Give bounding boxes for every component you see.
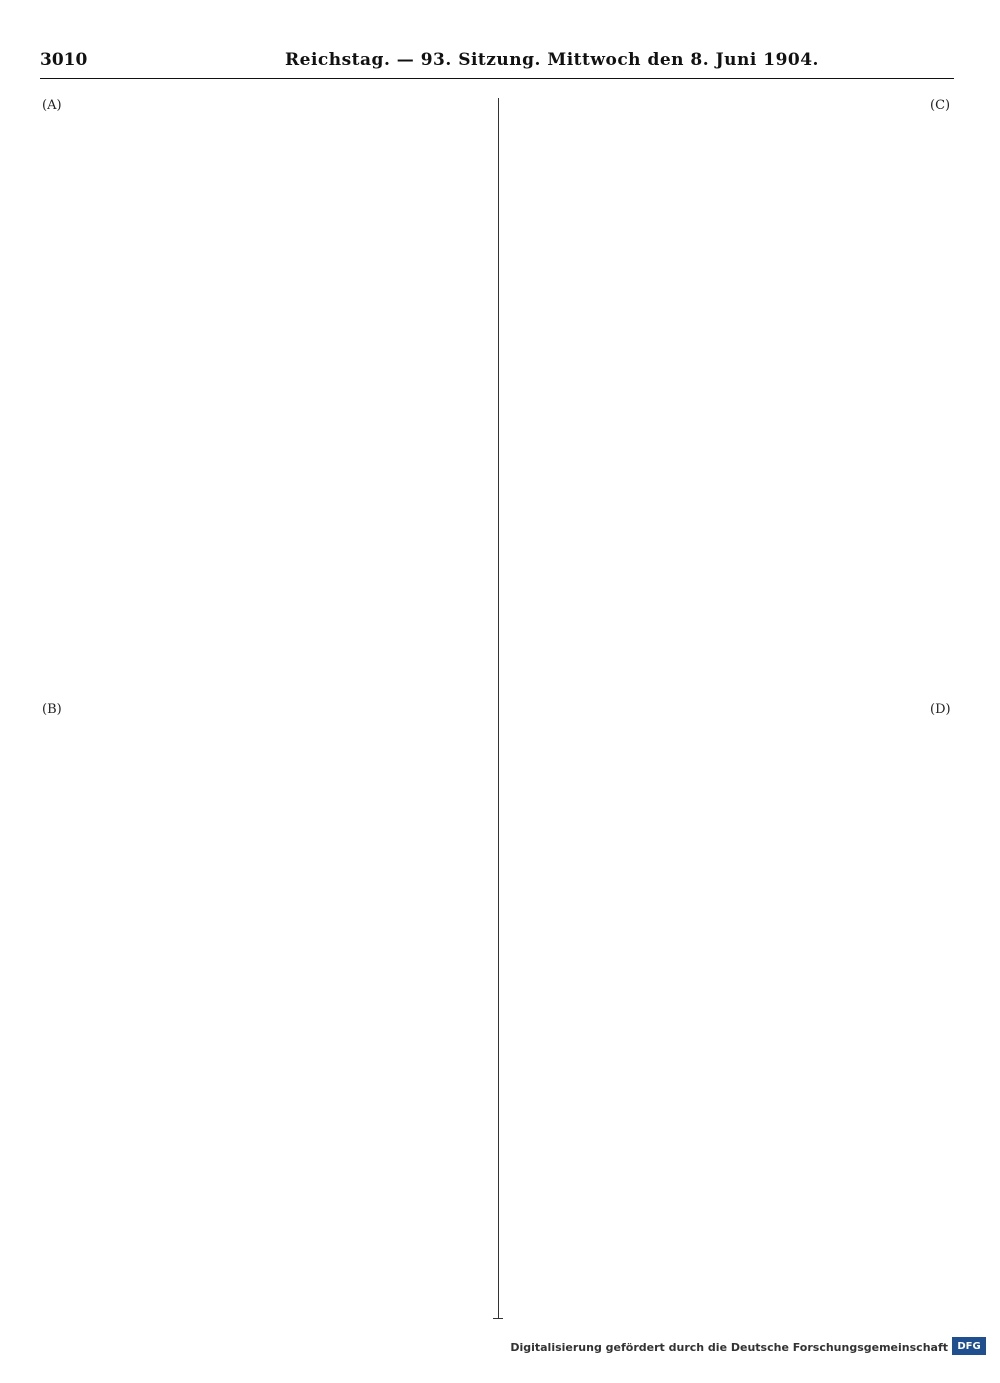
left-column-line-23	[80, 468, 490, 485]
right-column-line-50	[509, 924, 921, 941]
right-column-line-21	[509, 434, 921, 451]
left-column-line-22	[80, 451, 490, 468]
right-column-line-29	[509, 569, 921, 586]
right-column-line-19	[509, 400, 921, 417]
right-column-line-48	[509, 890, 921, 907]
left-column-line-24	[80, 484, 490, 501]
right-column-line-35	[509, 670, 921, 687]
left-column-line-62	[80, 1126, 490, 1143]
left-column-line-64	[80, 1160, 490, 1177]
right-column-line-66	[509, 1194, 921, 1211]
right-column-line-49	[509, 907, 921, 924]
page-number: 3010	[40, 50, 88, 70]
right-column-line-13	[509, 299, 921, 316]
left-column-line-40	[80, 755, 490, 772]
left-column-line-70	[80, 1261, 490, 1278]
right-column-line-44	[509, 822, 921, 839]
left-column-line-31	[80, 603, 490, 620]
left-column-line-4	[80, 147, 490, 164]
right-column-line-54	[509, 991, 921, 1008]
right-column-line-33	[509, 637, 921, 654]
right-column-line-14	[509, 316, 921, 333]
left-column-line-60	[80, 1093, 490, 1110]
left-column-line-15	[80, 332, 490, 349]
left-column-line-50	[80, 924, 490, 941]
dfg-logo	[952, 1337, 986, 1355]
left-column-line-27	[80, 535, 490, 552]
right-column-line-6	[509, 180, 921, 197]
right-column-line-67	[509, 1211, 921, 1228]
right-column-line-59	[509, 1076, 921, 1093]
right-column-line-18	[509, 383, 921, 400]
right-column-line-64	[509, 1160, 921, 1177]
right-column-line-39	[509, 738, 921, 755]
right-column-line-68	[509, 1228, 921, 1245]
left-column-line-32	[80, 620, 490, 637]
left-column-line-35	[80, 670, 490, 687]
right-column-line-53	[509, 974, 921, 991]
right-column-line-51	[509, 941, 921, 958]
right-column-line-55	[509, 1008, 921, 1025]
right-column-line-58	[509, 1059, 921, 1076]
left-column-line-37	[80, 704, 490, 721]
right-column-line-23	[509, 468, 921, 485]
left-column-line-12	[80, 282, 490, 299]
right-column-line-2	[509, 113, 921, 130]
right-column-line-25	[509, 501, 921, 518]
right-column-line-7	[509, 197, 921, 214]
left-column-line-10	[80, 248, 490, 265]
right-column-line-41	[509, 772, 921, 789]
left-column-line-42	[80, 789, 490, 806]
right-column-line-60	[509, 1093, 921, 1110]
left-column-line-8	[80, 214, 490, 231]
right-column-line-30	[509, 586, 921, 603]
left-column-line-55	[80, 1008, 490, 1025]
left-column-line-44	[80, 822, 490, 839]
left-column-line-47	[80, 873, 490, 890]
right-column-line-22	[509, 451, 921, 468]
left-column-line-29	[80, 569, 490, 586]
left-column-line-68	[80, 1228, 490, 1245]
margin-mark-c: (C)	[930, 98, 951, 113]
left-column-line-16	[80, 349, 490, 366]
right-column-line-27	[509, 535, 921, 552]
left-column-line-3	[80, 130, 490, 147]
right-column-line-11	[509, 265, 921, 282]
left-column-line-20	[80, 417, 490, 434]
left-column-line-56	[80, 1025, 490, 1042]
dfg-logo-text: DFG	[957, 1340, 981, 1352]
right-column-line-10	[509, 248, 921, 265]
right-column-line-5	[509, 164, 921, 181]
left-column-line-46	[80, 856, 490, 873]
digitization-credit: Digitalisierung gefördert durch die Deutsche Forschungsgemeinschaft	[510, 1341, 948, 1354]
left-column-line-18	[80, 383, 490, 400]
left-column-line-36	[80, 687, 490, 704]
right-column-line-63	[509, 1143, 921, 1160]
right-column-line-65	[509, 1177, 921, 1194]
right-column-line-42	[509, 789, 921, 806]
left-column-line-33	[80, 637, 490, 654]
right-column-line-57	[509, 1042, 921, 1059]
left-column-line-52	[80, 957, 490, 974]
left-column-line-65	[80, 1177, 490, 1194]
right-column-line-28	[509, 552, 921, 569]
left-column-line-2	[80, 113, 490, 130]
right-column-line-3	[509, 130, 921, 147]
right-column-line-31	[509, 603, 921, 620]
right-column-line-1	[509, 96, 921, 113]
margin-mark-d: (D)	[930, 702, 951, 717]
right-column-line-17	[509, 366, 921, 383]
right-column-line-9	[509, 231, 921, 248]
right-column-line-69	[509, 1245, 921, 1262]
right-column-line-12	[509, 282, 921, 299]
left-column-line-38	[80, 721, 490, 738]
right-column-line-61	[509, 1109, 921, 1126]
left-column-line-21	[80, 434, 490, 451]
right-column-line-34	[509, 653, 921, 670]
right-column-line-45	[509, 839, 921, 856]
left-column-line-25	[80, 501, 490, 518]
right-column-line-38	[509, 721, 921, 738]
right-column-line-24	[509, 484, 921, 501]
right-text-column	[509, 96, 921, 1321]
left-column-line-19	[80, 400, 490, 417]
left-column-line-69	[80, 1245, 490, 1262]
right-column-line-15	[509, 332, 921, 349]
left-column-line-1	[80, 96, 490, 113]
right-column-line-47	[509, 873, 921, 890]
left-column-line-34	[80, 653, 490, 670]
running-title: Reichstag. — 93. Sitzung. Mittwoch den 8. Juni 1904.	[285, 50, 819, 70]
page-header	[40, 50, 954, 76]
column-divider-end-tick	[493, 1318, 503, 1319]
right-column-line-20	[509, 417, 921, 434]
left-column-line-30	[80, 586, 490, 603]
right-column-line-56	[509, 1025, 921, 1042]
right-column-line-43	[509, 805, 921, 822]
column-divider	[498, 98, 499, 1318]
left-column-line-17	[80, 366, 490, 383]
left-column-line-5	[80, 164, 490, 181]
left-column-line-57	[80, 1042, 490, 1059]
left-column-line-58	[80, 1059, 490, 1076]
left-column-line-26	[80, 518, 490, 535]
left-column-line-28	[80, 552, 490, 569]
left-column-line-45	[80, 839, 490, 856]
left-column-line-53	[80, 974, 490, 991]
left-column-line-61	[80, 1109, 490, 1126]
left-column-line-39	[80, 738, 490, 755]
header-rule	[40, 78, 954, 79]
left-column-line-6	[80, 180, 490, 197]
right-column-line-26	[509, 518, 921, 535]
margin-mark-b: (B)	[42, 702, 62, 717]
left-column-line-59	[80, 1076, 490, 1093]
left-column-line-14	[80, 316, 490, 333]
right-column-line-16	[509, 349, 921, 366]
left-column-line-66	[80, 1194, 490, 1211]
left-text-column	[80, 96, 490, 1321]
margin-mark-a: (A)	[42, 98, 62, 113]
left-column-line-13	[80, 299, 490, 316]
right-column-line-32	[509, 620, 921, 637]
left-column-line-67	[80, 1211, 490, 1228]
right-column-line-70	[509, 1261, 921, 1278]
right-column-line-62	[509, 1126, 921, 1143]
right-column-line-37	[509, 704, 921, 721]
right-column-line-36	[509, 687, 921, 704]
left-column-line-11	[80, 265, 490, 282]
right-column-line-46	[509, 856, 921, 873]
left-column-line-51	[80, 941, 490, 958]
left-column-line-43	[80, 805, 490, 822]
left-column-line-63	[80, 1143, 490, 1160]
right-column-line-4	[509, 147, 921, 164]
right-column-line-52	[509, 957, 921, 974]
left-column-line-7	[80, 197, 490, 214]
left-column-line-54	[80, 991, 490, 1008]
left-column-line-9	[80, 231, 490, 248]
left-column-line-41	[80, 772, 490, 789]
left-column-line-49	[80, 907, 490, 924]
right-column-line-8	[509, 214, 921, 231]
left-column-line-48	[80, 890, 490, 907]
right-column-line-40	[509, 755, 921, 772]
